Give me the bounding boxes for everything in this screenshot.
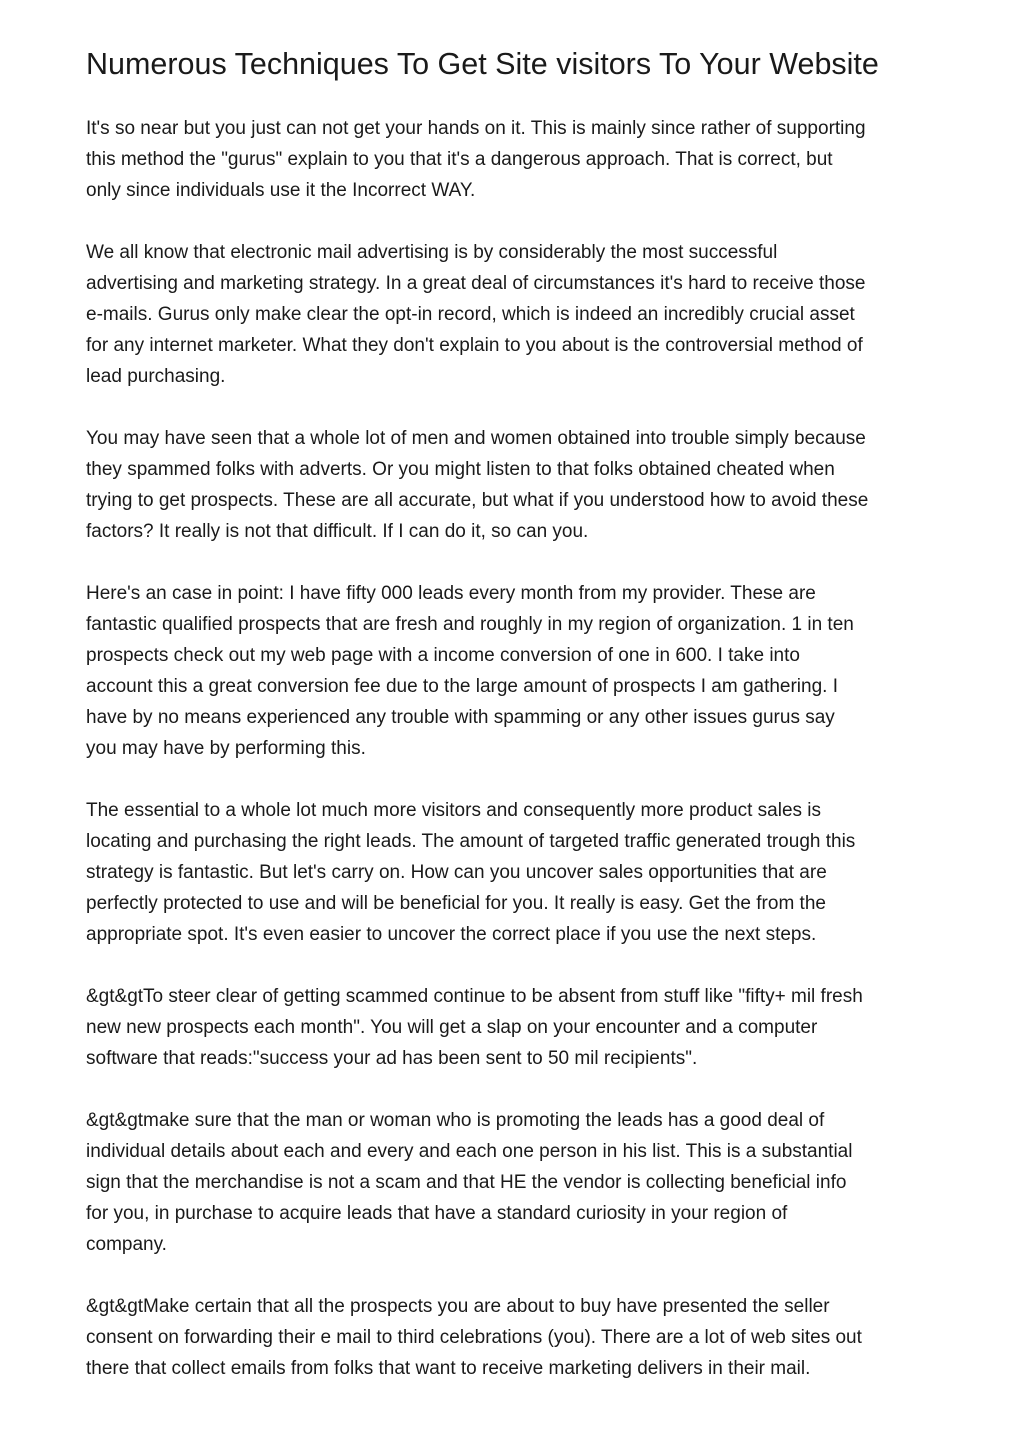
paragraph-line: perfectly protected to use and will be beneficial for you. It really is easy. Get the from the	[86, 893, 826, 914]
paragraph-line: consent on forwarding their e mail to third celebrations (you). There are a lot of web sites out	[86, 1327, 862, 1348]
paragraph-line: they spammed folks with adverts. Or you might listen to that folks obtained cheated when	[86, 459, 835, 480]
document-page	[86, 0, 956, 1450]
paragraph-line: The essential to a whole lot much more visitors and consequently more product sales is	[86, 800, 822, 821]
document-body	[86, 113, 956, 1415]
paragraph-line: for you, in purchase to acquire leads that have a standard curiosity in your region of	[86, 1203, 788, 1224]
paragraph-4	[86, 578, 956, 764]
paragraph-1	[86, 113, 956, 206]
paragraph-line: &gt&gtmake sure that the man or woman who is promoting the leads has a good deal of	[86, 1110, 825, 1131]
paragraph-7	[86, 1105, 956, 1260]
paragraph-line: have by no means experienced any trouble with spamming or any other issues gurus say	[86, 707, 835, 728]
paragraph-line: sign that the merchandise is not a scam and that HE the vendor is collecting beneficial info	[86, 1172, 847, 1193]
paragraph-line: you may have by performing this.	[86, 738, 366, 759]
paragraph-line: locating and purchasing the right leads. The amount of targeted traffic generated trough this	[86, 831, 856, 852]
paragraph-2	[86, 237, 956, 392]
paragraph-line: &gt&gtTo steer clear of getting scammed continue to be absent from stuff like "fifty+ mil fresh	[86, 986, 863, 1007]
paragraph-line: strategy is fantastic. But let's carry on. How can you uncover sales opportunities that are	[86, 862, 827, 883]
paragraph-line: advertising and marketing strategy. In a great deal of circumstances it's hard to receive those	[86, 273, 866, 294]
paragraph-line: You may have seen that a whole lot of men and women obtained into trouble simply because	[86, 428, 866, 449]
paragraph-line: Here's an case in point: I have fifty 000 leads every month from my provider. These are	[86, 583, 816, 604]
paragraph-6	[86, 981, 956, 1074]
paragraph-line: software that reads:"success your ad has been sent to 50 mil recipients".	[86, 1048, 698, 1069]
paragraph-line: for any internet marketer. What they don't explain to you about is the controversial method of	[86, 335, 863, 356]
paragraph-line: only since individuals use it the Incorrect WAY.	[86, 180, 476, 201]
paragraph-line: company.	[86, 1234, 167, 1255]
paragraph-line: lead purchasing.	[86, 366, 226, 387]
paragraph-line: factors? It really is not that difficult. If I can do it, so can you.	[86, 521, 589, 542]
paragraph-line: account this a great conversion fee due to the large amount of prospects I am gathering. I	[86, 676, 839, 697]
paragraph-line: there that collect emails from folks that want to receive marketing delivers in their mail.	[86, 1358, 811, 1379]
paragraph-3	[86, 423, 956, 547]
paragraph-line: &gt&gtMake certain that all the prospects you are about to buy have presented the seller	[86, 1296, 830, 1317]
paragraph-line: We all know that electronic mail advertising is by considerably the most successful	[86, 242, 778, 263]
paragraph-line: new new prospects each month". You will get a slap on your encounter and a computer	[86, 1017, 818, 1038]
document-title: Numerous Techniques To Get Site visitors To Your Website	[86, 47, 879, 81]
paragraph-8	[86, 1291, 956, 1384]
paragraph-line: individual details about each and every and each one person in his list. This is a substantial	[86, 1141, 853, 1162]
paragraph-line: this method the "gurus" explain to you that it's a dangerous approach. That is correct, but	[86, 149, 833, 170]
paragraph-line: appropriate spot. It's even easier to uncover the correct place if you use the next steps.	[86, 924, 817, 945]
paragraph-5	[86, 795, 956, 950]
paragraph-line: prospects check out my web page with a income conversion of one in 600. I take into	[86, 645, 800, 666]
paragraph-line: e-mails. Gurus only make clear the opt-in record, which is indeed an incredibly crucial asset	[86, 304, 855, 325]
paragraph-line: fantastic qualified prospects that are fresh and roughly in my region of organization. 1 in ten	[86, 614, 854, 635]
paragraph-line: It's so near but you just can not get your hands on it. This is mainly since rather of supporting	[86, 118, 866, 139]
paragraph-line: trying to get prospects. These are all accurate, but what if you understood how to avoid these	[86, 490, 869, 511]
